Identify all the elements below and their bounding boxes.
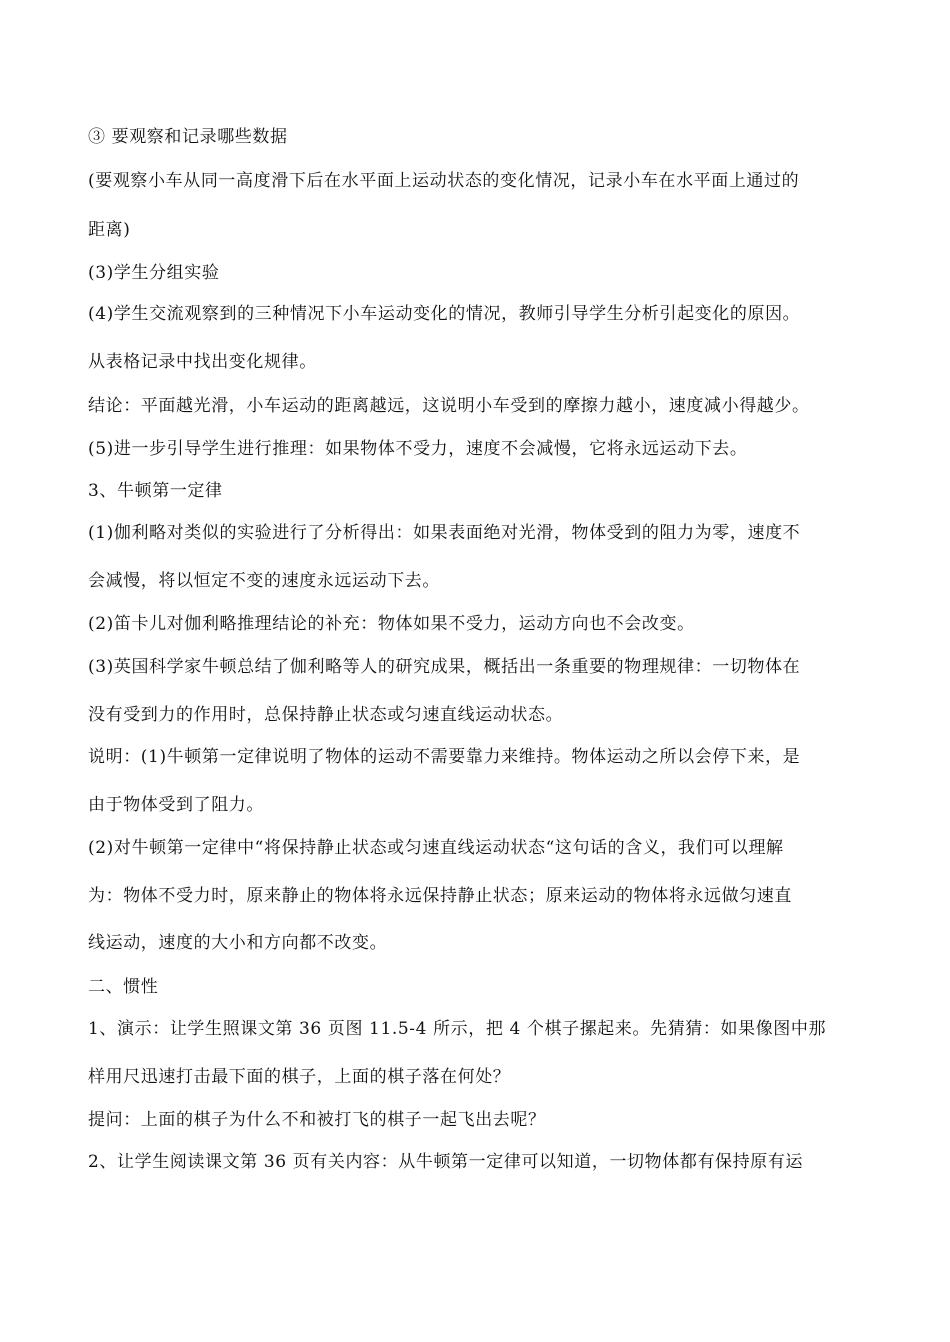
text-line: 结论：平面越光滑，小车运动的距离越远，这说明小车受到的摩擦力越小，速度减小得越少。 xyxy=(88,396,810,416)
text-line: ③ 要观察和记录哪些数据 xyxy=(88,127,288,147)
text-line: (要观察小车从同一高度滑下后在水平面上运动状态的变化情况，记录小车在水平面上通过的 xyxy=(88,171,800,191)
text-line: 由于物体受到了阻力。 xyxy=(88,795,264,815)
text-line: (3)英国科学家牛顿总结了伽利略等人的研究成果，概括出一条重要的物理规律：一切物体在 xyxy=(88,657,801,677)
text-line: (5)进一步引导学生进行推理：如果物体不受力，速度不会减慢，它将永远运动下去。 xyxy=(88,439,748,459)
section-heading: 3、牛顿第一定律 xyxy=(88,481,223,501)
text-line: (1)伽利略对类似的实验进行了分析得出：如果表面绝对光滑，物体受到的阻力为零，速度不 xyxy=(88,523,801,543)
section-heading: 二、惯性 xyxy=(88,977,159,997)
text-line: 说明：(1)牛顿第一定律说明了物体的运动不需要靠力来维持。物体运动之所以会停下来，是 xyxy=(88,747,801,767)
text-line: (4)学生交流观察到的三种情况下小车运动变化的情况，教师引导学生分析引起变化的原因。 xyxy=(88,304,801,324)
text-line: (2)对牛顿第一定律中“将保持静止状态或匀速直线运动状态“这句话的含义，我们可以理解 xyxy=(88,838,784,858)
text-line: (2)笛卡儿对伽利略推理结论的补充：物体如果不受力，运动方向也不会改变。 xyxy=(88,614,695,634)
text-line: 为：物体不受力时，原来静止的物体将永远保持静止状态；原来运动的物体将永远做匀速直 xyxy=(88,886,792,906)
text-line: 样用尺迅速打击最下面的棋子，上面的棋子落在何处？ xyxy=(88,1067,511,1087)
text-line: (3)学生分组实验 xyxy=(88,263,220,283)
text-line: 距离) xyxy=(88,220,131,240)
text-line: 线运动，速度的大小和方向都不改变。 xyxy=(88,933,388,953)
text-line: 提问：上面的棋子为什么不和被打飞的棋子一起飞出去呢？ xyxy=(88,1110,546,1130)
text-line: 2、让学生阅读课文第 36 页有关内容：从牛顿第一定律可以知道，一切物体都有保持原有运 xyxy=(88,1152,804,1172)
text-line: 1、演示：让学生照课文第 36 页图 11.5-4 所示，把 4 个棋子摞起来。先猜猜：如果像图中那 xyxy=(88,1019,827,1039)
text-line: 没有受到力的作用时，总保持静止状态或匀速直线运动状态。 xyxy=(88,705,564,725)
text-line: 会减慢，将以恒定不变的速度永远运动下去。 xyxy=(88,571,440,591)
text-line: 从表格记录中找出变化规律。 xyxy=(88,352,317,372)
